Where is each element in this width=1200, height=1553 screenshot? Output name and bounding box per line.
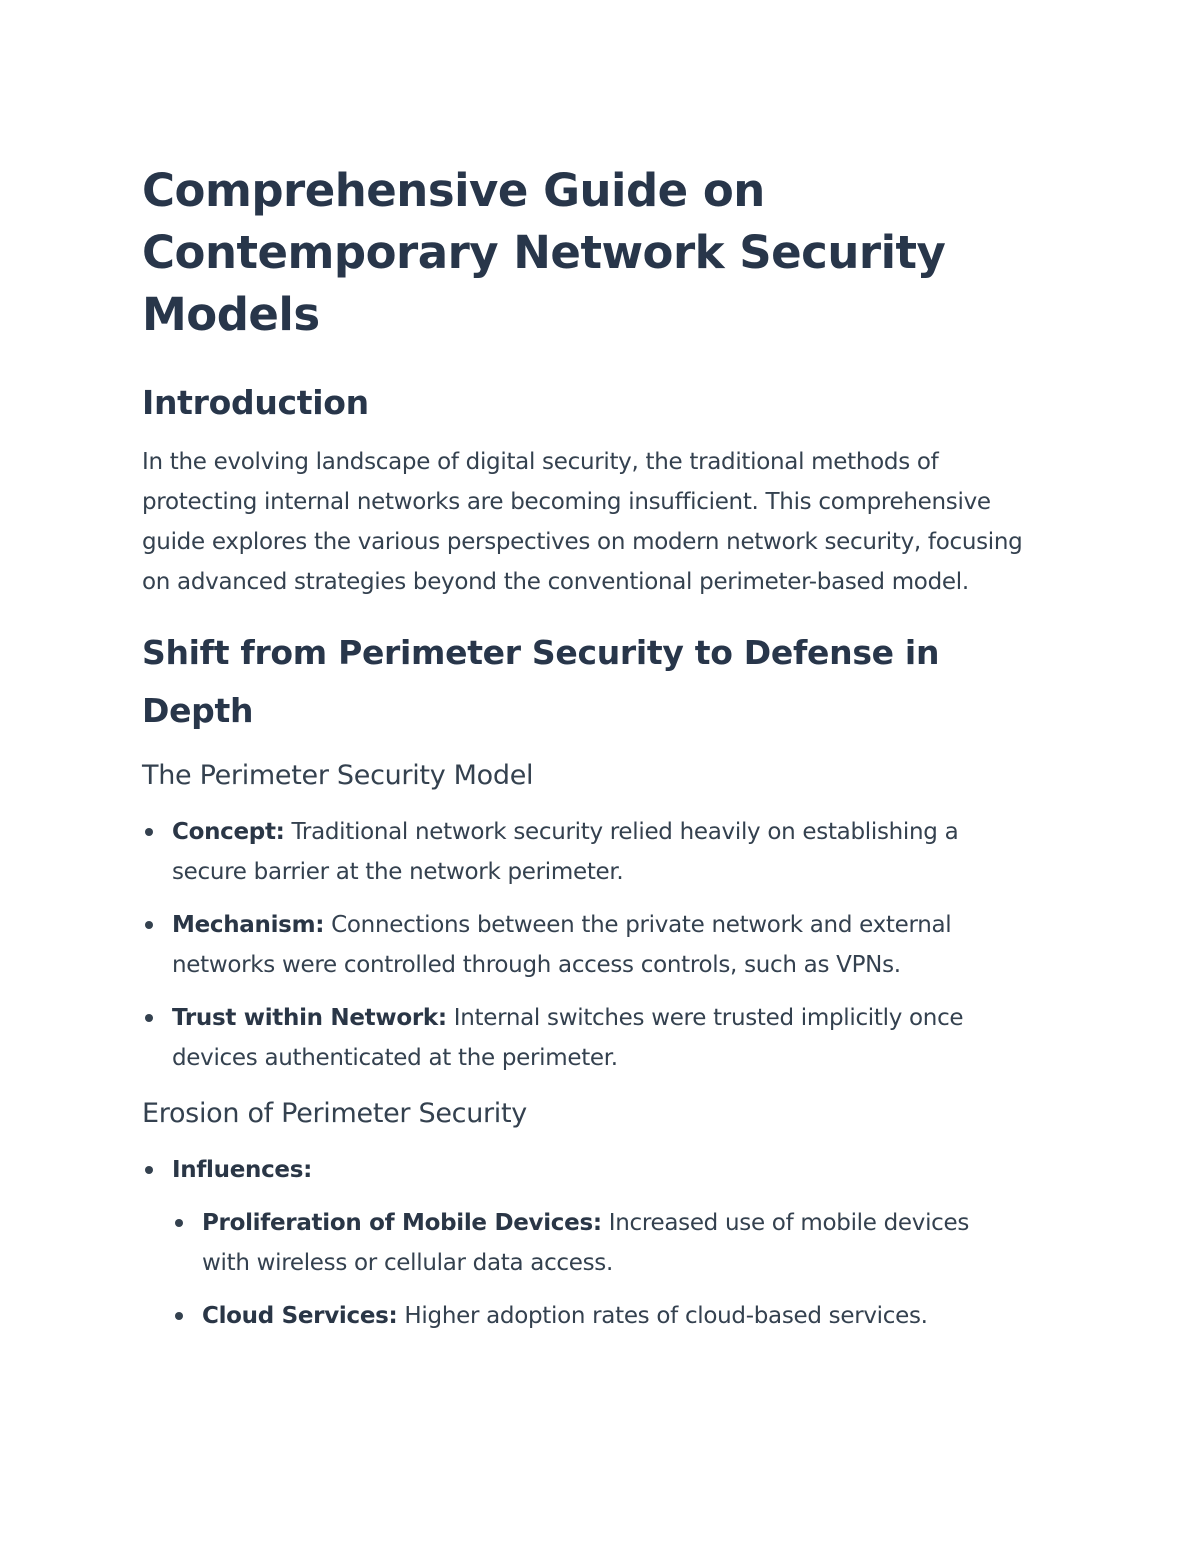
sub-list-item-term: Proliferation of Mobile Devices:	[202, 1210, 602, 1236]
list-item	[142, 998, 1022, 1078]
sub-list-item-text: Higher adoption rates of cloud-based services.	[397, 1303, 928, 1329]
list-item-term: Trust within Network:	[172, 1005, 447, 1031]
list-item	[142, 812, 1022, 892]
list-item-text: Internal switches were trusted implicitly once devices authenticated at the perimeter.	[172, 1005, 964, 1071]
erosion-heading: Erosion of Perimeter Security	[142, 1098, 527, 1129]
list-item-term: Concept:	[172, 819, 285, 845]
bullet-icon	[145, 1014, 153, 1022]
list-item-text: Connections between the private network and external networks were controlled through access controls, such as VPNs.	[172, 912, 952, 978]
list-item-term: Mechanism:	[172, 912, 325, 938]
influences-sublist	[172, 1203, 1022, 1336]
introduction-paragraph: In the evolving landscape of digital security, the traditional methods of protecting internal networks are becoming insufficient. This comprehensive guide explores the various perspectives on modern network security, focusing on advanced strategies beyond the conventional perimeter-based model.	[142, 449, 1023, 595]
erosion-list	[142, 1150, 1022, 1336]
perimeter-model-heading: The Perimeter Security Model	[142, 760, 534, 791]
document-title: Comprehensive Guide on Contemporary Network Security Models	[142, 164, 946, 341]
list-item	[142, 905, 1022, 985]
introduction-heading: Introduction	[142, 383, 369, 422]
bullet-icon	[145, 921, 153, 929]
shift-section-heading: Shift from Perimeter Security to Defense in Depth	[142, 633, 940, 730]
bullet-icon	[145, 1166, 153, 1174]
sub-list-item	[172, 1296, 1022, 1336]
bullet-icon	[175, 1312, 183, 1320]
perimeter-model-list	[142, 812, 1022, 1078]
sub-list-item-term: Cloud Services:	[202, 1303, 398, 1329]
list-item-text: Traditional network security relied heavily on establishing a secure barrier at the network perimeter.	[172, 819, 959, 885]
bullet-icon	[145, 828, 153, 836]
sub-list-item	[172, 1203, 1022, 1283]
sub-list-item-text: Increased use of mobile devices with wireless or cellular data access.	[202, 1210, 970, 1276]
document-page	[142, 160, 1042, 1349]
bullet-icon	[175, 1219, 183, 1227]
influences-label: Influences:	[172, 1157, 312, 1183]
list-item	[142, 1150, 1022, 1336]
